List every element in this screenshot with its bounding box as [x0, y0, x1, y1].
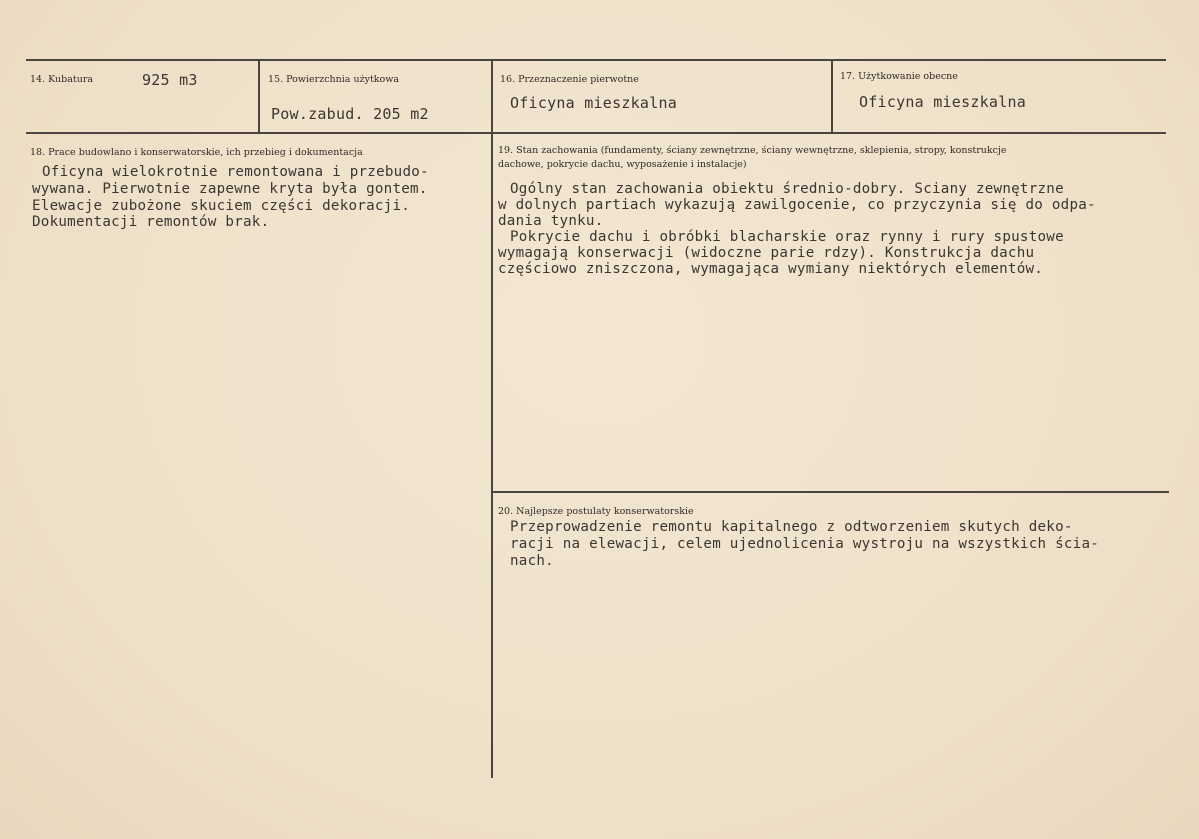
field-18-line: wywana. Pierwotnie zapewne kryta była gontem. [32, 181, 428, 197]
field-20-label: 20. Najlepsze postulaty konserwatorskie [498, 506, 694, 517]
field-18-label: 18. Prace budowlano i konserwatorskie, ich przebieg i dokumentacja [30, 147, 363, 158]
field-20-line: Przeprowadzenie remontu kapitalnego z odtworzeniem skutych deko- [510, 519, 1073, 535]
field-19-line: częściowo zniszczona, wymagająca wymiany niektórych elementów. [498, 261, 1044, 277]
row1-bottom-rule [26, 132, 1166, 134]
col-divider-3 [831, 60, 833, 133]
field-19-line: Pokrycie dachu i obróbki blacharskie oraz rynny i rury spustowe [510, 229, 1064, 245]
field-19-line: dania tynku. [498, 213, 604, 229]
field-19-line: Ogólny stan zachowania obiektu średnio-dobry. Sciany zewnętrzne [510, 181, 1064, 197]
field-19-line: wymagają konserwacji (widoczne parie rdzy). Konstrukcja dachu [498, 245, 1035, 261]
field-14-label: 14. Kubatura [30, 74, 94, 85]
field-15-label: 15. Powierzchnia użytkowa [268, 74, 400, 85]
col-divider-1 [258, 60, 260, 133]
field-16-label: 16. Przeznaczenie pierwotne [500, 74, 639, 85]
field-17-value: Oficyna mieszkalna [859, 93, 1027, 111]
col-divider-2 [491, 60, 493, 778]
field-20-line: racji na elewacji, celem ujednolicenia wystroju na wszystkich ścia- [510, 536, 1100, 552]
field-17-label: 17. Użytkowanie obecne [840, 71, 958, 82]
field-18-line: Elewacje zubożone skuciem części dekoracji. [32, 198, 411, 214]
field-14-value: 925 m3 [142, 71, 198, 89]
field-19-label-line2: dachowe, pokrycie dachu, wyposażenie i instalacje) [498, 159, 747, 170]
section20-top-rule [491, 491, 1169, 493]
field-18-line: Oficyna wielokrotnie remontowana i przebudo- [42, 164, 429, 180]
field-15-value: Pow.zabud. 205 m2 [271, 105, 429, 123]
field-19-label-line1: 19. Stan zachowania (fundamenty, ściany zewnętrzne, ściany wewnętrzne, sklepienia, stropy, konstrukcje [498, 145, 1007, 156]
field-20-line: nach. [510, 553, 554, 569]
field-19-line: w dolnych partiach wykazują zawilgocenie, co przyczynia się do odpa- [498, 197, 1096, 213]
field-18-line: Dokumentacji remontów brak. [32, 214, 270, 230]
field-16-value: Oficyna mieszkalna [510, 94, 678, 112]
top-rule [26, 59, 1166, 61]
